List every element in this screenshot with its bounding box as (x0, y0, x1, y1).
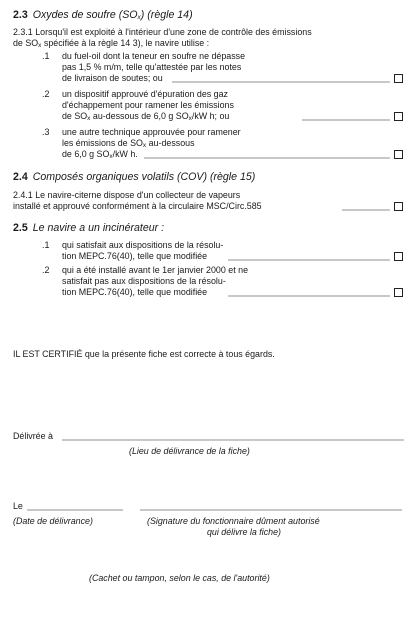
item-2-3-1-1-line-3: de livraison de soutes; ou (62, 73, 163, 83)
paragraph-2-4-1-line-2: installé et approuvé conformément à la circulaire MSC/Circ.585 (13, 201, 262, 211)
paragraph-2-4-1-line-1: 2.4.1 Le navire-citerne dispose d'un collecteur de vapeurs (13, 190, 241, 200)
section-title: Composés organiques volatils (COV) (règle 15) (32, 171, 256, 183)
dot-leader (342, 208, 390, 212)
dot-leader (172, 80, 390, 84)
place-of-issue-caption: (Lieu de délivrance de la fiche) (129, 446, 250, 456)
item-number: .2 (42, 265, 50, 275)
dot-leader (228, 258, 390, 262)
section-2-5-heading (13, 222, 164, 234)
item-2-3-1-3-line-1: une autre technique approuvée pour ramener (62, 127, 241, 137)
stamp-caption: (Cachet ou tampon, selon le cas, de l'autorité) (89, 573, 270, 583)
checkbox-vapour-collection[interactable] (394, 202, 403, 211)
dot-leader (228, 294, 390, 298)
item-number: .2 (42, 89, 50, 99)
delivered-at-label: Délivrée à (13, 431, 53, 441)
section-number: 2.4 (13, 171, 28, 183)
certification-statement: IL EST CERTIFIÉ que la présente fiche est correcte à tous égards. (13, 349, 275, 359)
section-2-3-heading (13, 9, 193, 21)
item-2-5-2-line-3: tion MEPC.76(40), telle que modifiée (62, 287, 208, 297)
item-2-5-2-line-2: satisfait pas aux dispositions de la résolu- (62, 276, 226, 286)
checkbox-incinerator-compliant[interactable] (394, 252, 403, 261)
dot-leader (144, 156, 390, 160)
section-number: 2.3 (13, 9, 28, 21)
item-2-3-1-1-line-2: pas 1,5 % m/m, telle qu'attestée par les notes (62, 62, 242, 72)
date-of-issue-caption: (Date de délivrance) (13, 516, 93, 526)
checkbox-scrubber[interactable] (394, 112, 403, 121)
signature-caption-line-2: qui délivre la fiche) (207, 527, 281, 537)
item-number: .3 (42, 127, 50, 137)
section-title: Le navire a un incinérateur : (32, 222, 165, 234)
item-number: .1 (42, 51, 50, 61)
paragraph-2-3-1-line-2: de $SO_x$ spécifiée à la règle 14 3), le navire utilise : (13, 38, 210, 49)
item-2-5-1-line-1: qui satisfait aux dispositions de la résolu- (62, 240, 224, 250)
section-title: Oxydes de soufre $(SO_x)$ (règle 14) (32, 9, 193, 21)
item-2-3-1-2-line-3: de $SO_x$ au-dessous de 6,0 g $SO_x/kW$ h; ou (62, 111, 230, 122)
item-2-3-1-2-line-1: un dispositif approuvé d'épuration des gaz (62, 89, 228, 99)
checkbox-incinerator-pre-2000[interactable] (394, 288, 403, 297)
checkbox-fuel-oil[interactable] (394, 74, 403, 83)
section-number: 2.5 (13, 222, 28, 234)
item-2-3-1-3-line-2: les émissions de $SO_x$ au-dessous (62, 138, 195, 149)
signature-caption-line-1: (Signature du fonctionnaire dûment autorisé (147, 516, 320, 526)
item-number: .1 (42, 240, 50, 250)
paragraph-2-3-1-line-1: 2.3.1 Lorsqu'il est exploité à l'intérieur d'une zone de contrôle des émissions (13, 27, 312, 37)
dot-leader (302, 118, 390, 122)
date-label: Le (13, 501, 23, 511)
place-of-issue-field[interactable] (62, 438, 404, 442)
item-2-3-1-3-line-3: de 6,0 g $SO_x/kW$ h. (62, 149, 138, 160)
item-2-5-1-line-2: tion MEPC.76(40), telle que modifiée (62, 251, 208, 261)
item-2-3-1-2-line-2: d'échappement pour ramener les émissions (62, 100, 234, 110)
checkbox-other-technology[interactable] (394, 150, 403, 159)
item-2-5-2-line-1: qui a été installé avant le 1er janvier 2000 et ne (62, 265, 249, 275)
item-2-3-1-1-line-1: du fuel-oil dont la teneur en soufre ne dépasse (62, 51, 246, 61)
date-of-issue-field[interactable] (27, 508, 123, 512)
signature-field[interactable] (140, 508, 402, 512)
section-2-4-heading (13, 171, 255, 183)
